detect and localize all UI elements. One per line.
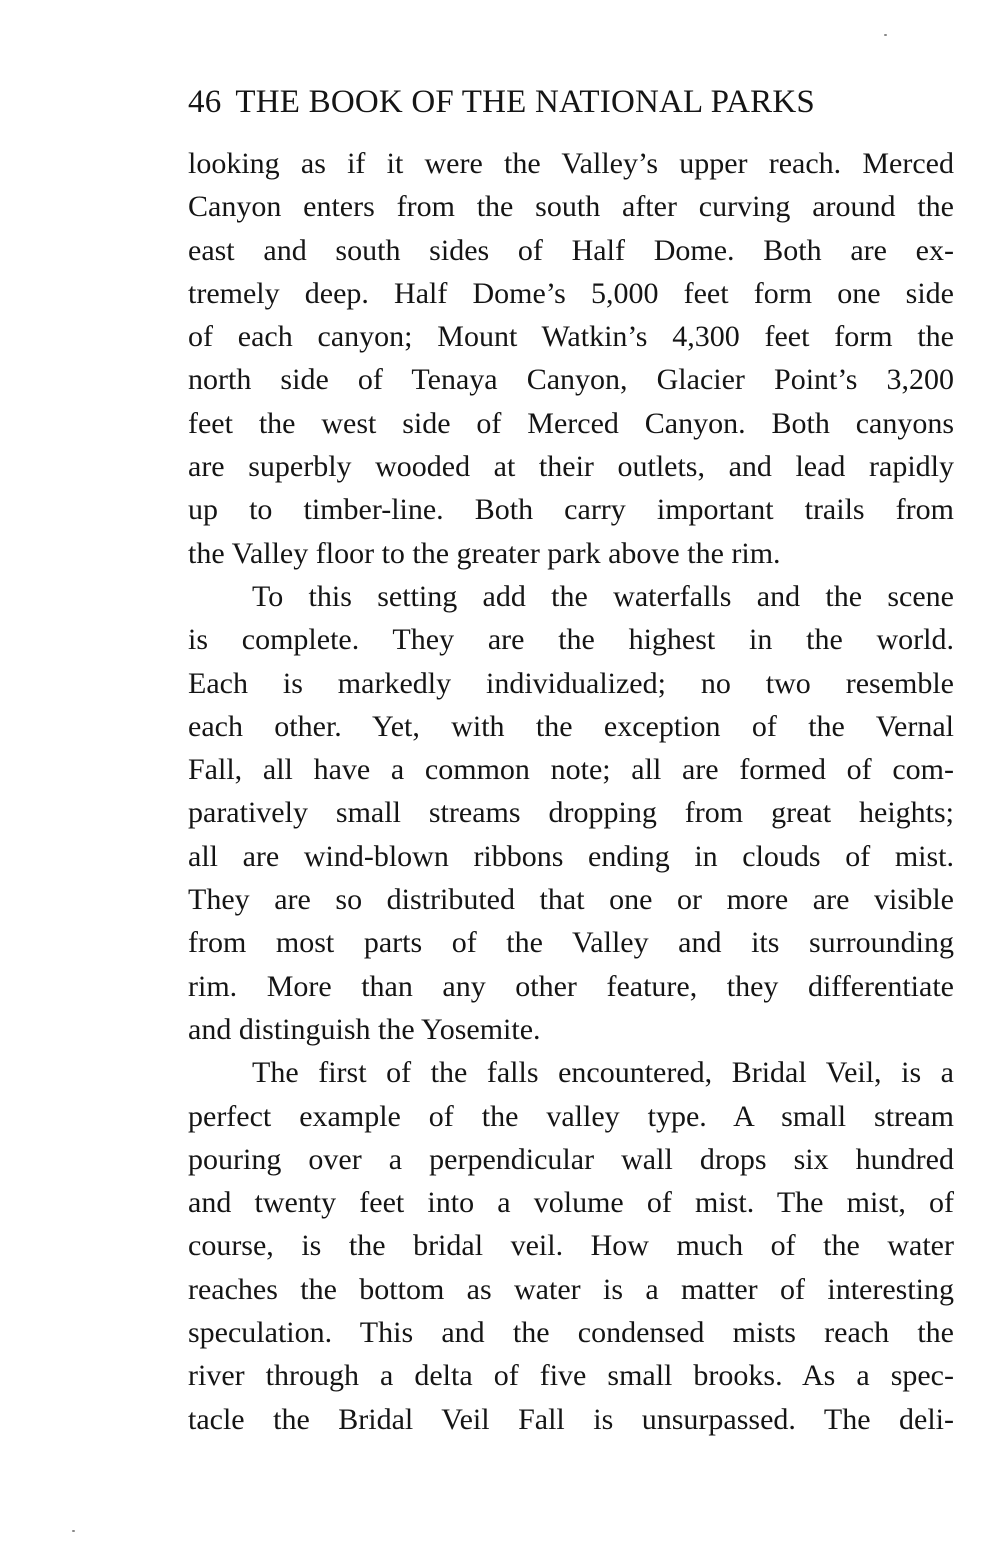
text-line: of each canyon; Mount Watkin’s 4,300 feet form the [188, 320, 954, 354]
text-line: and distinguish the Yosemite. [188, 1012, 541, 1046]
text-line: the Valley floor to the greater park above the rim. [188, 536, 781, 570]
text-line: each other. Yet, with the exception of the Vernal [188, 709, 954, 743]
text-line: Each is markedly individualized; no two resemble [188, 666, 954, 700]
text-line: is complete. They are the highest in the world. [188, 623, 954, 657]
page-number: 46 [188, 84, 222, 120]
text-line: The first of the falls encountered, Bridal Veil, is a [252, 1056, 954, 1090]
text-line: and twenty feet into a volume of mist. The mist, of [188, 1186, 954, 1220]
running-title: THE BOOK OF THE NATIONAL PARKS [235, 84, 815, 120]
running-head [188, 80, 958, 124]
text-line: perfect example of the valley type. A small stream [188, 1099, 954, 1133]
text-line: To this setting add the waterfalls and the scene [252, 579, 954, 613]
text-line: up to timber-line. Both carry important trails from [188, 493, 954, 527]
text-line: all are wind-blown ribbons ending in clouds of mist. [188, 839, 954, 873]
text-line: looking as if it were the Valley’s upper reach. Merced [188, 147, 954, 180]
text-line: tremely deep. Half Dome’s 5,000 feet form one side [188, 276, 954, 310]
text-line: reaches the bottom as water is a matter of interesting [188, 1272, 954, 1306]
text-line: They are so distributed that one or more are visible [188, 883, 954, 917]
text-line: from most parts of the Valley and its surrounding [188, 926, 954, 960]
text-line: north side of Tenaya Canyon, Glacier Point’s 3,200 [188, 363, 954, 397]
text-line: river through a delta of five small brooks. As a spec- [188, 1359, 954, 1393]
text-line: east and south sides of Half Dome. Both are ex- [188, 233, 954, 267]
print-speck [72, 1530, 75, 1532]
text-line: feet the west side of Merced Canyon. Both canyons [188, 406, 954, 440]
text-line: paratively small streams dropping from great heights; [188, 796, 954, 830]
text-line: Fall, all have a common note; all are formed of com- [188, 753, 954, 787]
paragraph-3 [188, 1051, 954, 1441]
paragraph-2 [188, 575, 954, 1051]
text-line: Canyon enters from the south after curving around the [188, 190, 954, 224]
body-text [188, 142, 954, 1441]
text-line: speculation. This and the condensed mists reach the [188, 1316, 954, 1350]
text-line: tacle the Bridal Veil Fall is unsurpassed. The deli- [188, 1402, 954, 1436]
text-line: are superbly wooded at their outlets, and lead rapidly [188, 450, 954, 484]
text-line: course, is the bridal veil. How much of the water [188, 1229, 954, 1263]
paragraph-1 [188, 142, 954, 575]
text-line: rim. More than any other feature, they differentiate [188, 969, 954, 1003]
text-line: pouring over a perpendicular wall drops six hundred [188, 1142, 954, 1176]
print-speck [884, 34, 887, 36]
